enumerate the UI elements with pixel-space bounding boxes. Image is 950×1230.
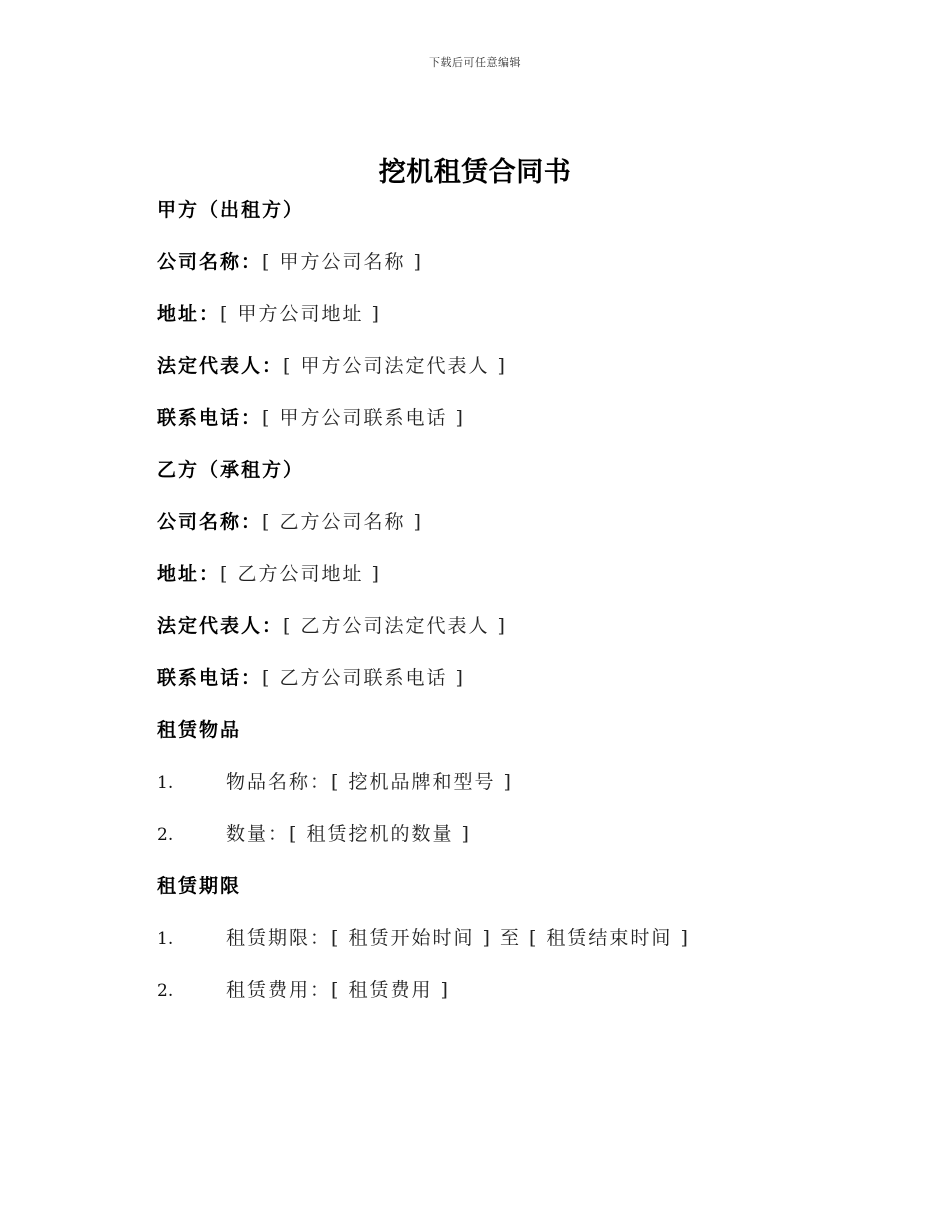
list-item-text: 租赁期限：[ 租赁开始时间 ] 至 [ 租赁结束时间 ] <box>226 927 690 949</box>
party-b-rep-label: 法定代表人： <box>157 615 284 637</box>
party-a-phone-value: [ 甲方公司联系电话 ] <box>262 407 465 429</box>
party-b-company-label: 公司名称： <box>157 511 263 533</box>
rental-items-heading: 租赁物品 <box>157 719 242 741</box>
rental-term-row <box>157 924 857 976</box>
list-item-number: 2. <box>157 981 174 1001</box>
party-b-phone-label: 联系电话： <box>157 667 263 689</box>
party-b-rep-value: [ 乙方公司法定代表人 ] <box>283 615 507 637</box>
party-a-company-label: 公司名称： <box>157 251 263 273</box>
list-item-text: 数量：[ 租赁挖机的数量 ] <box>226 823 471 845</box>
party-a-company-row <box>157 248 857 300</box>
list-item-number: 1. <box>157 773 174 793</box>
party-a-rep-row <box>157 352 857 404</box>
document-body <box>157 196 857 1028</box>
party-a-company-value: [ 甲方公司名称 ] <box>262 251 423 273</box>
party-a-phone-label: 联系电话： <box>157 407 263 429</box>
party-a-address-value: [ 甲方公司地址 ] <box>220 303 381 325</box>
rental-term-row <box>157 976 857 1028</box>
party-a-heading: 甲方（出租方） <box>157 199 305 221</box>
party-a-phone-row <box>157 404 857 456</box>
party-a-rep-label: 法定代表人： <box>157 355 284 377</box>
party-b-phone-value: [ 乙方公司联系电话 ] <box>262 667 465 689</box>
list-item-number: 1. <box>157 929 174 949</box>
party-a-address-label: 地址： <box>157 303 221 325</box>
header-note: 下载后可任意编辑 <box>429 56 521 69</box>
party-b-address-value: [ 乙方公司地址 ] <box>220 563 381 585</box>
party-b-company-value: [ 乙方公司名称 ] <box>262 511 423 533</box>
list-item-number: 2. <box>157 825 174 845</box>
document-title: 挖机租赁合同书 <box>378 157 572 188</box>
party-b-address-row <box>157 560 857 612</box>
party-b-rep-row <box>157 612 857 664</box>
party-a-address-row <box>157 300 857 352</box>
party-b-phone-row <box>157 664 857 716</box>
list-item-text: 租赁费用：[ 租赁费用 ] <box>226 979 450 1001</box>
rental-item-row <box>157 820 857 872</box>
rental-item-row <box>157 768 857 820</box>
rental-term-heading: 租赁期限 <box>157 875 242 897</box>
party-b-address-label: 地址： <box>157 563 221 585</box>
party-b-company-row <box>157 508 857 560</box>
party-b-heading: 乙方（承租方） <box>157 459 305 481</box>
party-a-rep-value: [ 甲方公司法定代表人 ] <box>283 355 507 377</box>
list-item-text: 物品名称：[ 挖机品牌和型号 ] <box>226 771 513 793</box>
